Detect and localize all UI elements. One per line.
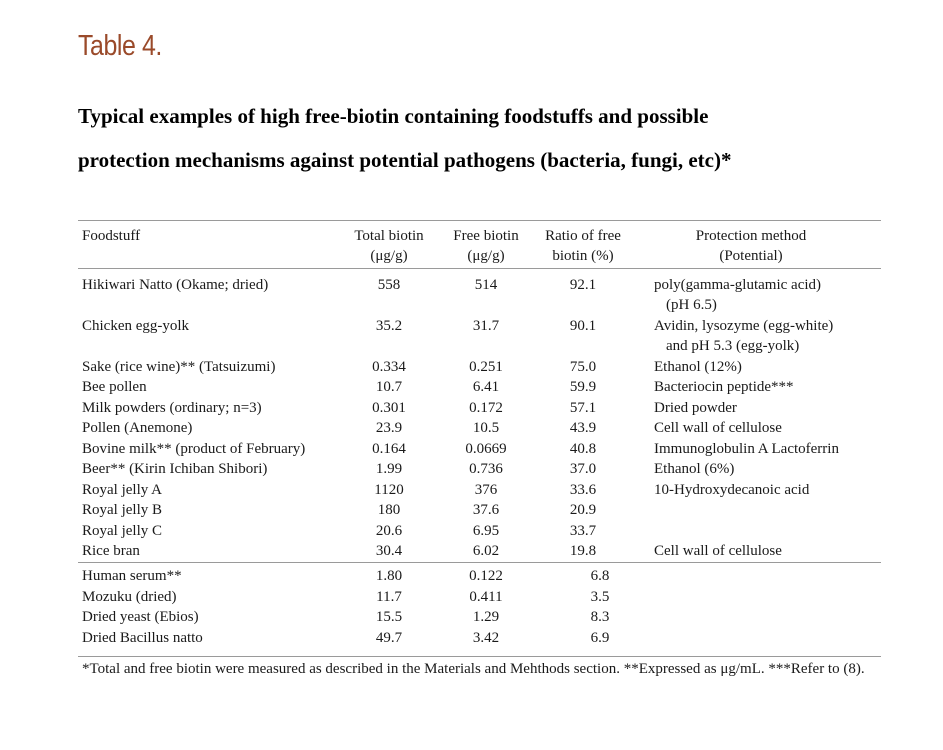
cell-foodstuff: Human serum** [82,568,182,584]
cell-total-biotin: 15.5 [375,609,403,625]
cell-ratio: 8.3 [590,609,610,625]
cell-foodstuff: Dried yeast (Ebios) [82,609,199,625]
cell-free-biotin: 514 [474,277,498,293]
cell-foodstuff: Royal jelly A [82,482,162,498]
cell-foodstuff: Beer** (Kirin Ichiban Shibori) [82,461,268,477]
header-total-biotin: Total biotin [354,228,424,244]
table-caption-line-1: Typical examples of high free-biotin containing foodstuffs and possible [78,104,709,128]
cell-ratio: 43.9 [569,420,597,436]
cell-free-biotin: 6.02 [472,543,500,559]
cell-protection: poly(gamma-glutamic acid) [654,277,822,293]
cell-ratio: 20.9 [569,502,597,518]
cell-total-biotin: 49.7 [375,630,403,646]
cell-ratio: 6.9 [590,630,610,646]
table-footnote: *Total and free biotin were measured as described in the Materials and Mehthods section. **Expressed as μg/mL. ***Refer to (8). [82,661,865,677]
cell-protection: Ethanol (6%) [654,461,735,477]
header-protection-potential: (Potential) [719,248,783,264]
cell-ratio: 33.6 [569,482,597,498]
cell-free-biotin: 0.0669 [465,441,507,457]
cell-free-biotin: 0.172 [469,400,503,416]
cell-free-biotin: 6.95 [472,523,500,539]
cell-protection: Avidin, lysozyme (egg-white) [654,318,834,334]
table-label: Table 4. [78,30,162,62]
cell-total-biotin: 180 [377,502,401,518]
cell-foodstuff: Dried Bacillus natto [82,630,203,646]
cell-free-biotin: 0.736 [469,461,503,477]
cell-foodstuff: Sake (rice wine)** (Tatsuizumi) [82,359,276,375]
cell-ratio: 6.8 [590,568,610,584]
cell-foodstuff: Chicken egg-yolk [82,318,190,334]
header-protection-method: Protection method [695,228,807,244]
cell-foodstuff: Bee pollen [82,379,147,395]
cell-foodstuff: Milk powders (ordinary; n=3) [82,400,262,416]
header-total-biotin-unit: (μg/g) [370,248,408,264]
cell-protection: Immunoglobulin A Lactoferrin [654,441,839,457]
cell-foodstuff: Mozuku (dried) [82,589,177,605]
cell-ratio: 3.5 [590,589,610,605]
header-free-biotin: Free biotin [453,228,519,244]
table-top-rule [78,220,881,221]
cell-total-biotin: 1.80 [375,568,403,584]
cell-total-biotin: 35.2 [375,318,403,334]
cell-protection: Ethanol (12%) [654,359,742,375]
table-bottom-rule [78,656,881,657]
cell-ratio: 19.8 [569,543,597,559]
cell-ratio: 75.0 [569,359,597,375]
cell-ratio: 90.1 [569,318,597,334]
cell-ratio: 37.0 [569,461,597,477]
header-ratio: Ratio of free [545,228,621,244]
cell-foodstuff: Hikiwari Natto (Okame; dried) [82,277,269,293]
header-free-biotin-unit: (μg/g) [467,248,505,264]
cell-total-biotin: 20.6 [375,523,403,539]
cell-free-biotin: 10.5 [472,420,500,436]
cell-protection: Dried powder [654,400,737,416]
cell-total-biotin: 1120 [374,482,404,498]
header-ratio-unit: biotin (%) [552,248,614,264]
cell-total-biotin: 1.99 [375,461,403,477]
cell-foodstuff: Rice bran [82,543,140,559]
cell-total-biotin: 23.9 [375,420,403,436]
cell-free-biotin: 3.42 [472,630,500,646]
cell-free-biotin: 37.6 [472,502,500,518]
cell-free-biotin: 31.7 [472,318,500,334]
cell-total-biotin: 558 [377,277,401,293]
cell-foodstuff: Royal jelly C [82,523,162,539]
cell-protection: Cell wall of cellulose [654,543,782,559]
cell-ratio: 40.8 [569,441,597,457]
cell-free-biotin: 376 [474,482,498,498]
cell-free-biotin: 1.29 [472,609,500,625]
cell-ratio: 33.7 [569,523,597,539]
cell-protection-continued: and pH 5.3 (egg-yolk) [666,338,800,354]
cell-total-biotin: 0.301 [372,400,406,416]
cell-total-biotin: 11.7 [376,589,402,605]
cell-ratio: 59.9 [569,379,597,395]
cell-foodstuff: Pollen (Anemone) [82,420,193,436]
cell-free-biotin: 6.41 [472,379,500,395]
cell-protection-continued: (pH 6.5) [666,297,717,313]
cell-foodstuff: Royal jelly B [82,502,162,518]
header-foodstuff: Foodstuff [82,228,141,244]
table-caption-line-2: protection mechanisms against potential pathogens (bacteria, fungi, etc)* [78,148,732,172]
cell-foodstuff: Bovine milk** (product of February) [82,441,306,457]
cell-free-biotin: 0.122 [469,568,503,584]
cell-total-biotin: 0.164 [372,441,406,457]
header-rule [78,268,881,269]
cell-free-biotin: 0.251 [469,359,503,375]
cell-protection: Cell wall of cellulose [654,420,782,436]
cell-protection: 10-Hydroxydecanoic acid [654,482,810,498]
cell-total-biotin: 10.7 [375,379,403,395]
cell-protection: Bacteriocin peptide*** [654,379,794,395]
cell-total-biotin: 0.334 [372,359,406,375]
group-divider-rule [78,562,881,563]
cell-total-biotin: 30.4 [375,543,403,559]
cell-ratio: 92.1 [569,277,597,293]
cell-free-biotin: 0.411 [469,589,503,605]
cell-ratio: 57.1 [569,400,597,416]
